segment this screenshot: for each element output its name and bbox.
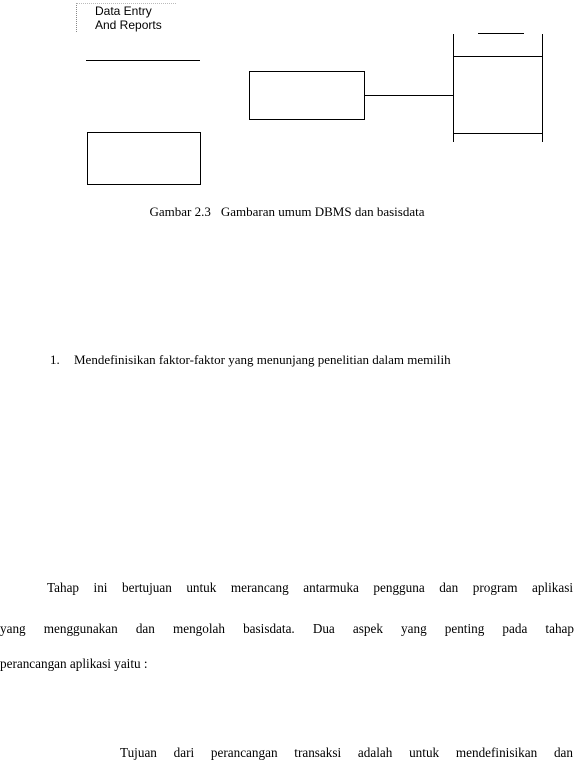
label-line-1: Data Entry	[95, 4, 152, 18]
diagram-stub-right	[542, 34, 543, 56]
label-line-2: And Reports	[95, 18, 162, 32]
paragraph-line-3: perancangan aplikasi yaitu :	[0, 656, 148, 671]
data-entry-label	[76, 3, 176, 32]
dbms-diagram	[0, 0, 574, 200]
list-number: 1.	[50, 352, 60, 367]
diagram-connector	[365, 95, 454, 96]
diagram-cap-line	[478, 33, 524, 34]
list-text: Mendefinisikan faktor-faktor yang menunjang penelitian dalam memilih	[74, 352, 451, 367]
figure-caption	[0, 204, 574, 220]
diagram-box-right	[453, 56, 543, 134]
diagram-box-bottom-left	[87, 132, 201, 185]
caption-number: Gambar 2.3	[149, 204, 211, 219]
list-item	[50, 352, 451, 368]
caption-text: Gambaran umum DBMS dan basisdata	[220, 204, 425, 219]
diagram-line-top-left	[86, 60, 200, 61]
diagram-tail-left	[453, 134, 454, 142]
paragraph-line-1: Tahap ini bertujuan untuk merancang antarmuka pengguna dan program aplikasi	[47, 580, 573, 595]
diagram-tail-right	[542, 134, 543, 142]
paragraph-2-line-1: Tujuan dari perancangan transaksi adalah untuk mendefinisikan dan	[120, 745, 573, 760]
diagram-box-middle	[249, 71, 365, 120]
paragraph-line-2: yang menggunakan dan mengolah basisdata. Dua aspek yang penting pada tahap	[0, 621, 574, 636]
diagram-stub-left	[453, 34, 454, 56]
